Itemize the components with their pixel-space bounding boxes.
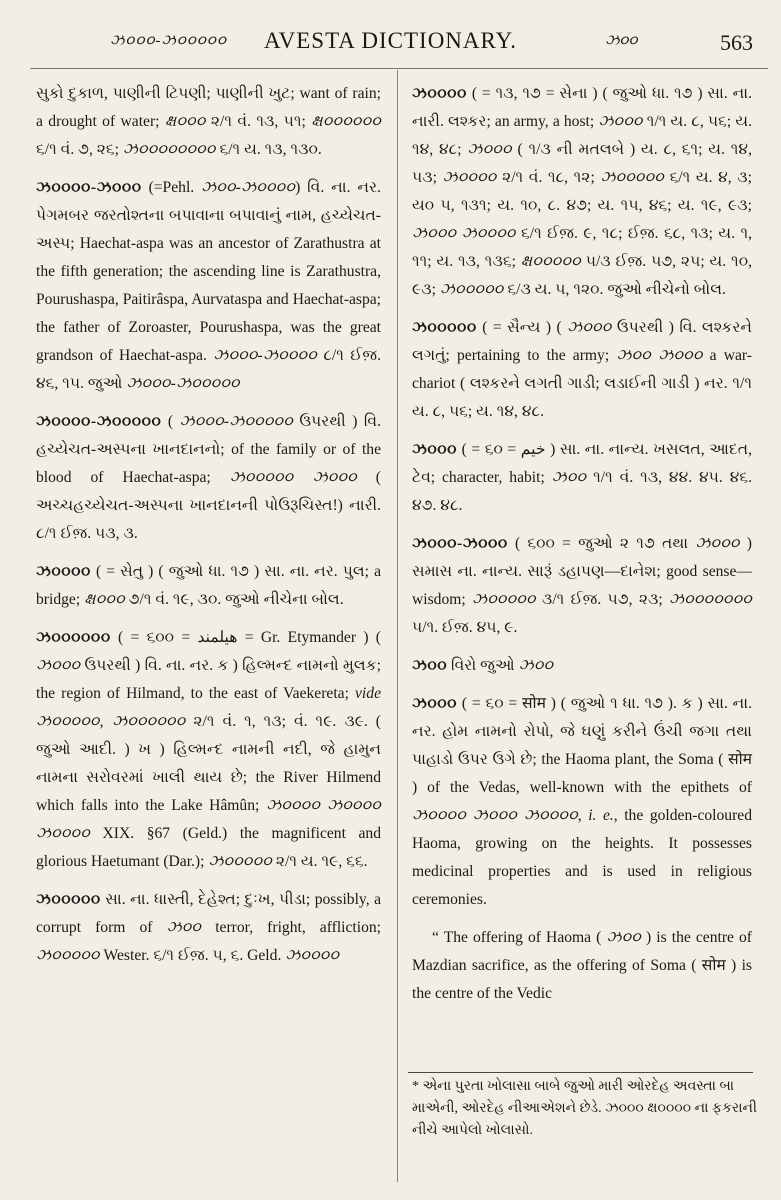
dictionary-entry-haoma xyxy=(412,690,752,914)
left-column xyxy=(36,80,381,980)
headword: ઝ૦૦૦૦ xyxy=(36,563,91,580)
dictionary-entry-haechat-aspana xyxy=(36,408,381,548)
entry-text: સુકો દુકાળ, પાણીની ટિપણી; પાણીની ખુટ; want of rain; a drought of water; xyxy=(36,85,381,130)
entry-text: ( = સેતુ ) ( જુઓ ધા. ૧૭ ) સા. ના. નર. પુલ; a bridge; xyxy=(36,563,381,608)
avestan-script: ક્ષ૦૦૦૦૦ xyxy=(520,253,581,270)
dictionary-entry-bridge xyxy=(36,558,381,614)
avestan-script: ઝ૦૦૦-ઝ૦૦૦૦ xyxy=(213,347,317,364)
avestan-script: ઝ૦૦૦-ઝ૦૦૦૦૦ xyxy=(126,375,240,392)
avestan-script: ઝ૦૦૦-ઝ૦૦૦૦૦ xyxy=(179,413,293,430)
header-right-script: ઝ૦૦ xyxy=(605,33,638,49)
dictionary-entry-terror xyxy=(36,886,381,970)
avestan-script: ઝ૦૦૦૦ xyxy=(461,225,516,242)
entry-text: “ The offering of Haoma ( xyxy=(432,929,607,946)
avestan-script: ઝ૦૦૦૦૦ xyxy=(439,281,504,298)
avestan-script: ઝ૦૦-ઝ૦૦૦૦ xyxy=(201,179,296,196)
entry-text: ) વિ. ના. નર. પેગમબર જરતોશ્તના બપાવાના બપાવાનું નામ, હચ્યેચત-અસ્પ; Haechat-aspa was an ancestor of Zarathustra at the fifth generation; the ascending line is Zarathustra, Pourushaspa, Paitirâspa, Aurvataspa and Haechat-aspa; the father of Zoroaster, Pourushaspa, was the great grandson of Haechat-aspa. xyxy=(36,179,381,364)
entry-text: ૨/૧ વં. ૧, ૧૩; વં. ૧૯. ૩૯. ( જુઓ આદી. ) ખ ) હિલ્મન્દ નામની નદી, જે હામુન નામના સરોવરમાં ખાલી થાય છે; the River Hilmend which falls into the Lake Hâmûn; xyxy=(36,713,382,814)
avestan-script: ઝ૦૦ ઝ૦૦૦ xyxy=(616,347,703,364)
entry-text: ઉપરથી ) વિ. ના. નર. ક ) હિલ્મન્દ નામનો મુલક; the region of Hilmand, to the east of Vaekereta; xyxy=(36,657,381,702)
avestan-script: ઝ૦૦૦ xyxy=(36,657,81,674)
entry-text: ૬/૧ ઈજ઼. ૯, ૧૮; ઈજ઼. ૬૮, ૧૩; ય. ૧, ૧૧; ય. ૧૩, ૧૩૬; xyxy=(412,225,753,270)
headword: ઝ૦૦૦૦-ઝ૦૦૦ xyxy=(36,179,142,196)
avestan-script: ઝ૦૦૦૦૦ ઝ૦૦૦ xyxy=(229,469,357,486)
entry-text: ઉપરથી ) વિ. હચ્યેચત-અસ્પના ખાનદાનનો; of the family or of the blood of Haechat-aspa; xyxy=(36,413,381,486)
entry-text: Wester. ૬/૧ ઈજ઼. ૫, ૬. Geld. xyxy=(99,947,286,964)
entry-text: ૫/૧. ઈજ઼. ૪૫, ૯. xyxy=(412,619,518,636)
entry-text: ( = ૬૦૦ = هیلمند = Gr. Etymander ) ( xyxy=(110,629,381,646)
right-column xyxy=(412,80,752,1018)
avestan-script: ઝ૦૦૦૦૦ xyxy=(472,591,536,608)
entry-text: ઉપરથી ) વિ. લશ્કરને લગતું; pertaining to the army; xyxy=(412,319,752,364)
entry-text: terror, fright, affliction; xyxy=(201,919,381,936)
avestan-script: ઝ૦૦૦ xyxy=(467,141,512,158)
avestan-script: ક્ષ૦૦૦ xyxy=(84,591,125,608)
entry-text: ( અચ્ચહચ્યેચત-અસ્પના ખાનદાનની પોઉરૂચિસ્ત!) નારી. ૮/૧ ઈજ઼. ૫૩, ૩. xyxy=(36,469,382,542)
entry-text: ૬/૧ વં. ૭, ૨૬; xyxy=(36,141,123,158)
headword: ઝ૦૦૦-ઝ૦૦૦ xyxy=(412,535,508,552)
entry-text: ૨/૧ વં. ૧૩, ૫૧; xyxy=(205,113,312,130)
dictionary-entry-army-adj xyxy=(412,314,752,426)
entry-text: ૨/૧ વં. ૧૮, ૧૨; xyxy=(496,169,601,186)
headword: ઝ૦૦૦૦૦ xyxy=(36,891,101,908)
entry-text: વિરો જુઓ xyxy=(447,657,519,674)
avestan-script: ઝ૦૦૦૦ xyxy=(285,947,340,964)
dictionary-entry-character xyxy=(412,436,752,520)
entry-text: ૨/૧ ય. ૧૯, ૬૬. xyxy=(271,853,368,870)
entry-text: સા. ના. ધાસ્તી, દેહેશ્ત; દુઃખ, પીડા; possibly, a corrupt form of xyxy=(36,891,381,936)
entry-text: ( ૬૦૦ = જુઓ ૨ ૧૭ તથા xyxy=(507,535,696,552)
header-left-script: ઝ૦૦૦-ઝ૦૦૦૦૦ xyxy=(110,33,227,49)
avestan-script: ઝ૦૦૦૦૦ xyxy=(208,853,272,870)
column-divider xyxy=(397,70,398,1182)
entry-text: ( = ૧૩, ૧૭ = સેના ) ( જુઓ ધા. ૧૭ ) સા. ના. નારી. લશ્કર; an army, a host; xyxy=(412,85,752,130)
avestan-script: ઝ૦૦૦૦૦૦૦૦ xyxy=(122,141,216,158)
entry-text: ૫/૩ ઈજ઼. ૫૭, ૨૫; ય. ૧૦, ૯૩; xyxy=(412,253,752,298)
entry-text: ૮/૧ ઈજ઼. ૪૬, ૧૫. જુઓ xyxy=(36,347,381,392)
avestan-script: ઝ૦૦ xyxy=(166,919,202,936)
entry-text: ) is the centre of Mazdian sacrifice, as the offering of Soma ( सोम ) is the centre of the Vedic xyxy=(412,929,752,1002)
headword: ઝ૦૦૦૦ xyxy=(412,85,467,102)
avestan-script: ઝ૦૦ xyxy=(551,469,587,486)
header-rule xyxy=(30,68,768,69)
avestan-script: ઝ૦૦૦૦ ઝ૦૦૦ ઝ૦૦૦૦ xyxy=(412,807,578,824)
entry-text: ૬/૧ ય. ૧૩, ૧૩૦. xyxy=(215,141,322,158)
headword: ઝ૦૦ xyxy=(412,657,448,674)
entry-text: ૬/૩ ય. ૫, ૧૨૦. જુઓ નીચેનો બોલ. xyxy=(503,281,726,298)
dictionary-entry-haoma-quote xyxy=(412,924,752,1008)
avestan-script: ઝ૦૦૦ xyxy=(695,535,740,552)
headword: ઝ૦૦૦૦-ઝ૦૦૦૦૦ xyxy=(36,413,162,430)
entry-text: , xyxy=(577,807,589,824)
footnote: * એના પુરતા ખોલાસા બાબે જુઓ મારી ઓરદેહ અવસ્તા બા માએની, ઓરદેહ નીઆએશને છેડે. ઝ૦૦૦ ક્ષ૦૦૦૦ ના ફકરાની નીચે આપેલો ખોલાસો. xyxy=(412,1079,757,1138)
entry-text: ૩/૧ ઈજ઼. ૫૭, ૨૩; xyxy=(535,591,669,608)
italic-text: vide xyxy=(355,685,381,702)
entry-text: ( xyxy=(161,413,180,430)
entry-text: (=Pehl. xyxy=(141,179,202,196)
page-title: AVESTA DICTIONARY. xyxy=(263,28,517,53)
dictionary-entry-drought xyxy=(36,80,381,164)
avestan-script: ઝ૦૦૦ xyxy=(412,225,457,242)
dictionary-entry-army xyxy=(412,80,752,304)
entry-text: ૧/૧ ય. ૮, ૫૬; ય. ૧૪, ૪૮; xyxy=(412,113,752,158)
avestan-script: ઝ૦૦૦૦૦ xyxy=(36,947,100,964)
entry-text: XIX. §67 (Geld.) the magnificent and glorious Haetumant (Dar.); xyxy=(36,825,381,870)
entry-text: ( ૧/૩ ની મતલબે ) ય. ૮, ૬૧; ય. ૧૪, ૫૩; xyxy=(412,141,752,186)
headword: ઝ૦૦૦ xyxy=(412,695,458,712)
headword: ઝ૦૦૦૦૦૦ xyxy=(36,629,111,646)
avestan-script: ક્ષ૦૦૦૦૦૦ xyxy=(311,113,381,130)
avestan-script: ઝ૦૦૦ xyxy=(598,113,643,130)
entry-text: , the golden-coloured Haoma, growing on the heights. It possesses medicinal properties and is used in religious ceremonies. xyxy=(412,807,753,908)
entry-text: ( = સૈન્ય ) ( xyxy=(476,319,568,336)
entry-text: ( = ૬૦ = सोम ) ( જુઓ ૧ ધા. ૧૭ ). ક ) સા. ના. નર. હોમ નામનો રોપો, જે ઘણું કરીને ઉંચી જગા તથા પાહાડો ઉપર ઉગે છે; the Haoma plant, the Soma ( सोम ) of the Vedas, well-known with the epithets of xyxy=(412,695,752,796)
avestan-script: ઝ૦૦૦૦ xyxy=(442,169,497,186)
avestan-script: ઝ૦૦૦૦ ઝ૦૦૦૦ ઝ૦૦૦૦ xyxy=(36,797,381,842)
entry-text: ( = ૬૦ = خیم ) સા. ના. નાન્ય. ખસલત, આદત, ટેવ; character, habit; xyxy=(412,441,752,486)
entry-text: ) સમાસ ના. નાન્ય. સારૂં ડહાપણ—દાનેશ; good sense—wisdom; xyxy=(412,535,753,608)
dictionary-entry-opposite xyxy=(412,652,752,680)
italic-text: i. e. xyxy=(588,807,614,824)
entry-text: ૭/૧ વં. ૧૯, ૩૦. જુઓ નીચેના બોલ. xyxy=(124,591,344,608)
avestan-script: ઝ૦૦૦ xyxy=(567,319,612,336)
page-number: 563 xyxy=(720,30,753,55)
dictionary-entry-haechat-aspa xyxy=(36,174,381,398)
avestan-script: ઝ૦૦૦૦૦ xyxy=(600,169,664,186)
page-header xyxy=(0,0,781,70)
avestan-script: ઝ૦૦૦૦૦૦૦ xyxy=(669,591,752,608)
dictionary-entry-good-sense xyxy=(412,530,752,642)
avestan-script: ઝ૦૦૦૦૦, ઝ૦૦૦૦૦૦ xyxy=(36,713,186,730)
entry-text: ૧/૧ વં. ૧૩, ૪૪. ૪૫. ૪૬. ૪૭. ૪૮. xyxy=(412,469,752,514)
entry-text: a war-chariot ( લશ્કરને લગતી ગાડી; લડાઈની ગાડી ) નર. ૧/૧ ય. ૮, ૫૬; ય. ૧૪, ૪૮. xyxy=(412,347,752,420)
entry-text: ૬/૧ ય. ૪, ૩; ય૦ ૫, ૧૩૧; ય. ૧૦, ૮. ૪૭; ય. ૧૫, ૪૬; ય. ૧૯, ૯૩; xyxy=(412,169,752,214)
headword: ઝ૦૦૦ xyxy=(412,441,458,458)
dictionary-entry-hilmand xyxy=(36,624,381,876)
avestan-script: ઝ૦૦ xyxy=(606,929,641,946)
avestan-script: ક્ષ૦૦૦ xyxy=(164,113,206,130)
headword: ઝ૦૦૦૦૦ xyxy=(412,319,477,336)
footnote-rule xyxy=(408,1072,753,1073)
avestan-script: ઝ૦૦ xyxy=(518,657,554,674)
